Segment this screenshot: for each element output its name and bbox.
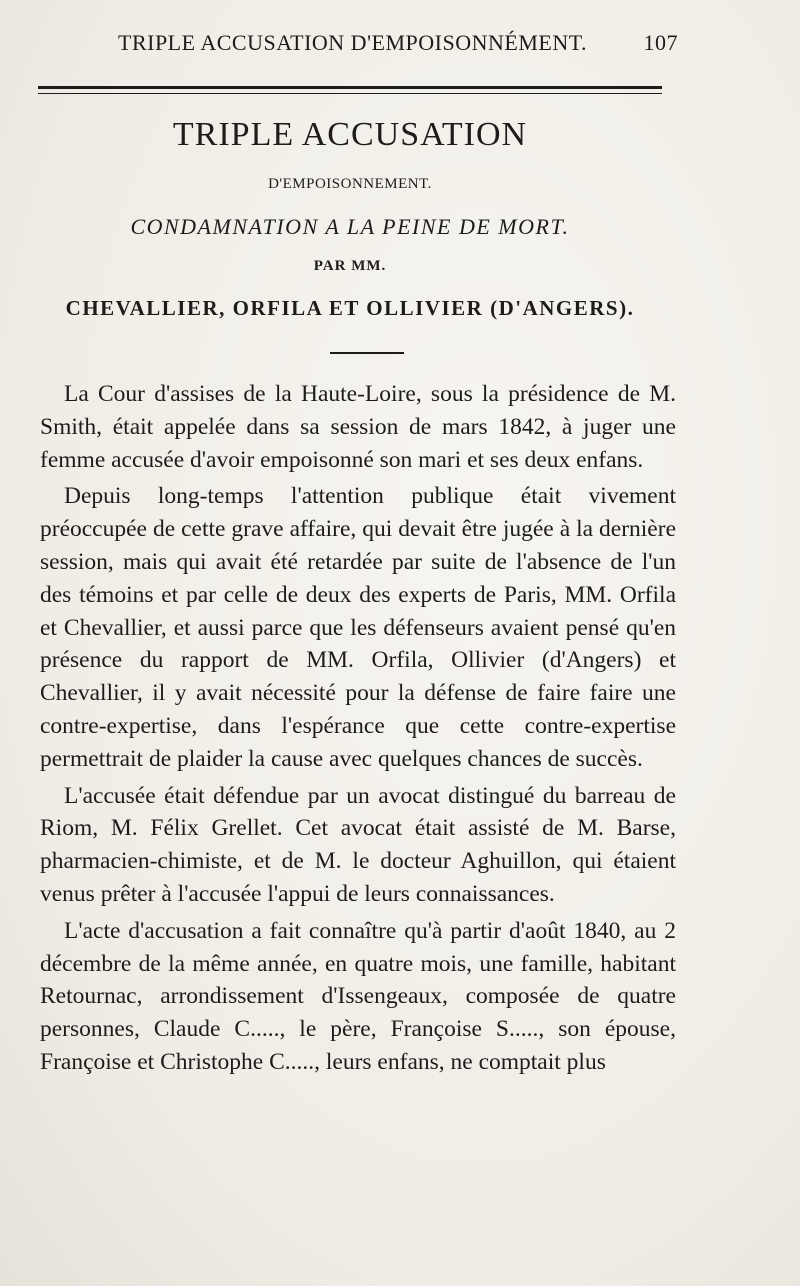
page-number: 107: [643, 30, 678, 55]
article-verdict: CONDAMNATION A LA PEINE DE MORT.: [130, 214, 570, 239]
article-body: [40, 378, 676, 1083]
running-title: TRIPLE ACCUSATION D'EMPOISONNÉMENT.: [118, 30, 588, 55]
paragraph: L'acte d'accusation a fait connaître qu'à partir d'août 1840, au 2 décembre de la même année, en quatre mois, une famille, habitant Retournac, arrondissement d'Issengeaux, composée de quatre personnes, Claude C....., le père, Françoise S....., son épouse, Françoise et Christophe C....., leurs enfans, ne comptait plus: [40, 917, 676, 1075]
article-title: TRIPLE ACCUSATION: [172, 116, 528, 153]
header-rule-thick: [38, 86, 662, 89]
article-subtitle: D'EMPOISONNEMENT.: [268, 176, 432, 192]
paragraph: La Cour d'assises de la Haute-Loire, sous la présidence de M. Smith, était appelée dans sa session de mars 1842, à juger une femme accusée d'avoir empoisonné son mari et ses deux enfans.: [40, 381, 676, 473]
paragraph: L'accusée était défendue par un avocat distingué du barreau de Riom, M. Félix Grellet. Cet avocat était assisté de M. Barse, pharmacien-chimiste, et de M. le docteur Aghuillon, qui étaient venus prêter à l'accusée l'appui de leurs connaissances.: [40, 782, 676, 907]
header-rule-thin: [38, 93, 662, 94]
section-divider: [330, 352, 404, 354]
article-authors: CHEVALLIER, ORFILA ET OLLIVIER (D'ANGERS).: [65, 296, 635, 320]
paragraph: Depuis long-temps l'attention publique était vivement préoccupée de cette grave affaire, qui devait être jugée à la dernière session, mais qui avait été retardée par suite de l'absence de l'un des témoins et par celle de deux des experts de Paris, MM. Orfila et Chevallier, et aussi parce que les défenseurs avaient pensé qu'en présence du rapport de MM. Orfila, Ollivier (d'Angers) et Chevallier, il y avait nécessité pour la défense de faire faire une contre-expertise, dans l'espérance que cette contre-expertise permettrait de plaider la cause avec quelques chances de succès.: [40, 483, 676, 772]
article-byline: PAR MM.: [313, 258, 387, 274]
